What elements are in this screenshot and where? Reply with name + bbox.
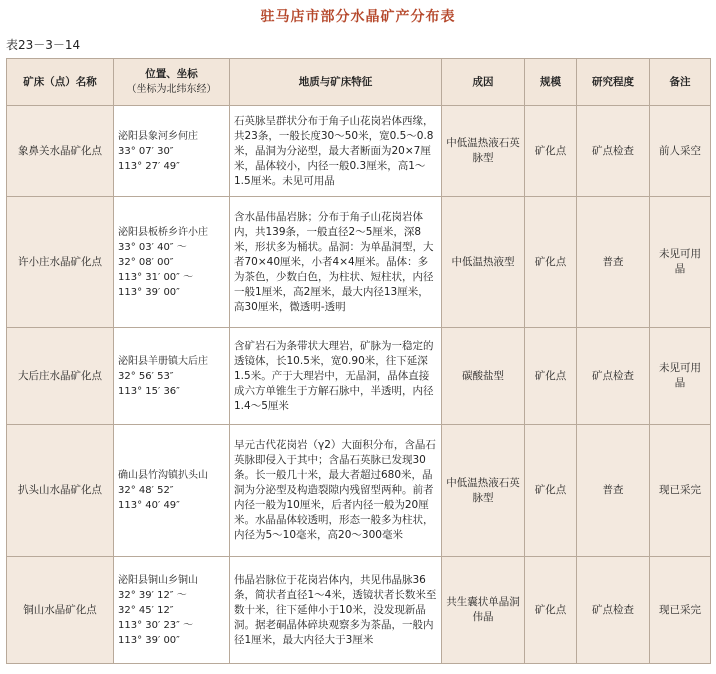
- col-header-location: [114, 59, 230, 106]
- cell-geology: 早元古代花岗岩（γ2）大面积分布，含晶石英脉即侵入于其中；含晶石英脉已发现30条。长一般几十米，最大者超过680米，晶洞为分泌型及构造裂隙内残留型两种。前者内径一般为10厘米，后者内径一般为20厘米。水晶晶体较透明，形态一般多为柱状，内径为5～10毫米，高20～300毫米: [230, 425, 442, 557]
- cell-name: 铜山水晶矿化点: [7, 557, 114, 664]
- col-header-scale: 规模: [525, 59, 577, 106]
- cell-location: 确山县竹沟镇扒头山 32° 48′ 52″ 113° 40′ 49″: [114, 425, 230, 557]
- table-number: 表23－3－14: [6, 38, 81, 52]
- table-row: [7, 557, 711, 664]
- cell-name: 大后庄水晶矿化点: [7, 328, 114, 425]
- cell-degree: 矿点检查: [577, 106, 650, 197]
- cell-degree: 矿点检查: [577, 557, 650, 664]
- table-row: [7, 197, 711, 328]
- cell-location: 泌阳县羊册镇大后庄 32° 56′ 53″ 113° 15′ 36″: [114, 328, 230, 425]
- cell-degree: 普查: [577, 197, 650, 328]
- cell-origin: 碳酸盐型: [442, 328, 525, 425]
- cell-scale: 矿化点: [525, 328, 577, 425]
- table-row: [7, 328, 711, 425]
- col-header-name: 矿床（点）名称: [7, 59, 114, 106]
- cell-note: 未见可用晶: [650, 197, 711, 328]
- cell-degree: 普查: [577, 425, 650, 557]
- page-title: 驻马店市部分水晶矿产分布表: [260, 9, 456, 25]
- cell-origin: 中低温热液石英脉型: [442, 425, 525, 557]
- cell-scale: 矿化点: [525, 557, 577, 664]
- cell-origin: 中低温热液型: [442, 197, 525, 328]
- col-header-degree: 研究程度: [577, 59, 650, 106]
- cell-geology: 石英脉呈群状分布于角子山花岗岩体西缘，共23条，一般长度30～50米，宽0.5～0.8米，晶洞为分泌型，最大者断面为20×7厘米，晶体较小，内径一般0.3厘米，高1～1.5厘米。未见可用晶: [230, 106, 442, 197]
- col-header-location-note: （坐标为北纬东经）: [126, 84, 217, 95]
- cell-name: 象鼻关水晶矿化点: [7, 106, 114, 197]
- header-row: [7, 59, 711, 106]
- cell-geology: 伟晶岩脉位于花岗岩体内，共见伟晶脉36条，简状者直径1～4米，透镜状者长数米至数十米，往下延伸小于10米，没发现新晶洞。据老硐晶体碎块观察多为茶晶，一般内径1厘米，最大内径大于3厘米: [230, 557, 442, 664]
- cell-origin: 共生囊状单晶洞伟晶: [442, 557, 525, 664]
- cell-note: 现已采完: [650, 425, 711, 557]
- cell-origin: 中低温热液石英脉型: [442, 106, 525, 197]
- cell-name: 扒头山水晶矿化点: [7, 425, 114, 557]
- table-row: [7, 425, 711, 557]
- cell-scale: 矿化点: [525, 425, 577, 557]
- cell-note: 未见可用晶: [650, 328, 711, 425]
- cell-location: 泌阳县铜山乡铜山 32° 39′ 12″ ～ 32° 45′ 12″ 113° 30′ 23″ ～ 113° 39′ 00″: [114, 557, 230, 664]
- col-header-note: 备注: [650, 59, 711, 106]
- cell-scale: 矿化点: [525, 106, 577, 197]
- cell-scale: 矿化点: [525, 197, 577, 328]
- col-header-location-label: 位置、坐标: [145, 68, 198, 80]
- mineral-table: [6, 58, 711, 664]
- cell-degree: 矿点检查: [577, 328, 650, 425]
- cell-location: 泌阳县板桥乡许小庄 33° 03′ 40″ ～ 32° 08′ 00″ 113° 31′ 00″ ～ 113° 39′ 00″: [114, 197, 230, 328]
- table-row: [7, 106, 711, 197]
- cell-geology: 含水晶伟晶岩脉；分布于角子山花岗岩体内，共139条，一般直径2～5厘米，深8米，形状多为桶状。晶洞：为单晶洞型，大者70×40厘米，小者4×4厘米。晶体：多为茶色，少数白色，为柱状、短柱状，内径一般1厘米，高2厘米，最大内径13厘米，高30厘米，微透明-透明: [230, 197, 442, 328]
- cell-note: 现已采完: [650, 557, 711, 664]
- cell-note: 前人采空: [650, 106, 711, 197]
- cell-location: 泌阳县象河乡何庄 33° 07′ 30″ 113° 27′ 49″: [114, 106, 230, 197]
- col-header-origin: 成因: [442, 59, 525, 106]
- cell-name: 许小庄水晶矿化点: [7, 197, 114, 328]
- col-header-geology: 地质与矿床特征: [230, 59, 442, 106]
- cell-geology: 含矿岩石为条带状大理岩，矿脉为一稳定的透镜体，长10.5米，宽0.90米，往下延深1.5米。产于大理岩中，无晶洞，晶体直接成六方单锥生于方解石脉中，半透明，内径1.4～5厘米: [230, 328, 442, 425]
